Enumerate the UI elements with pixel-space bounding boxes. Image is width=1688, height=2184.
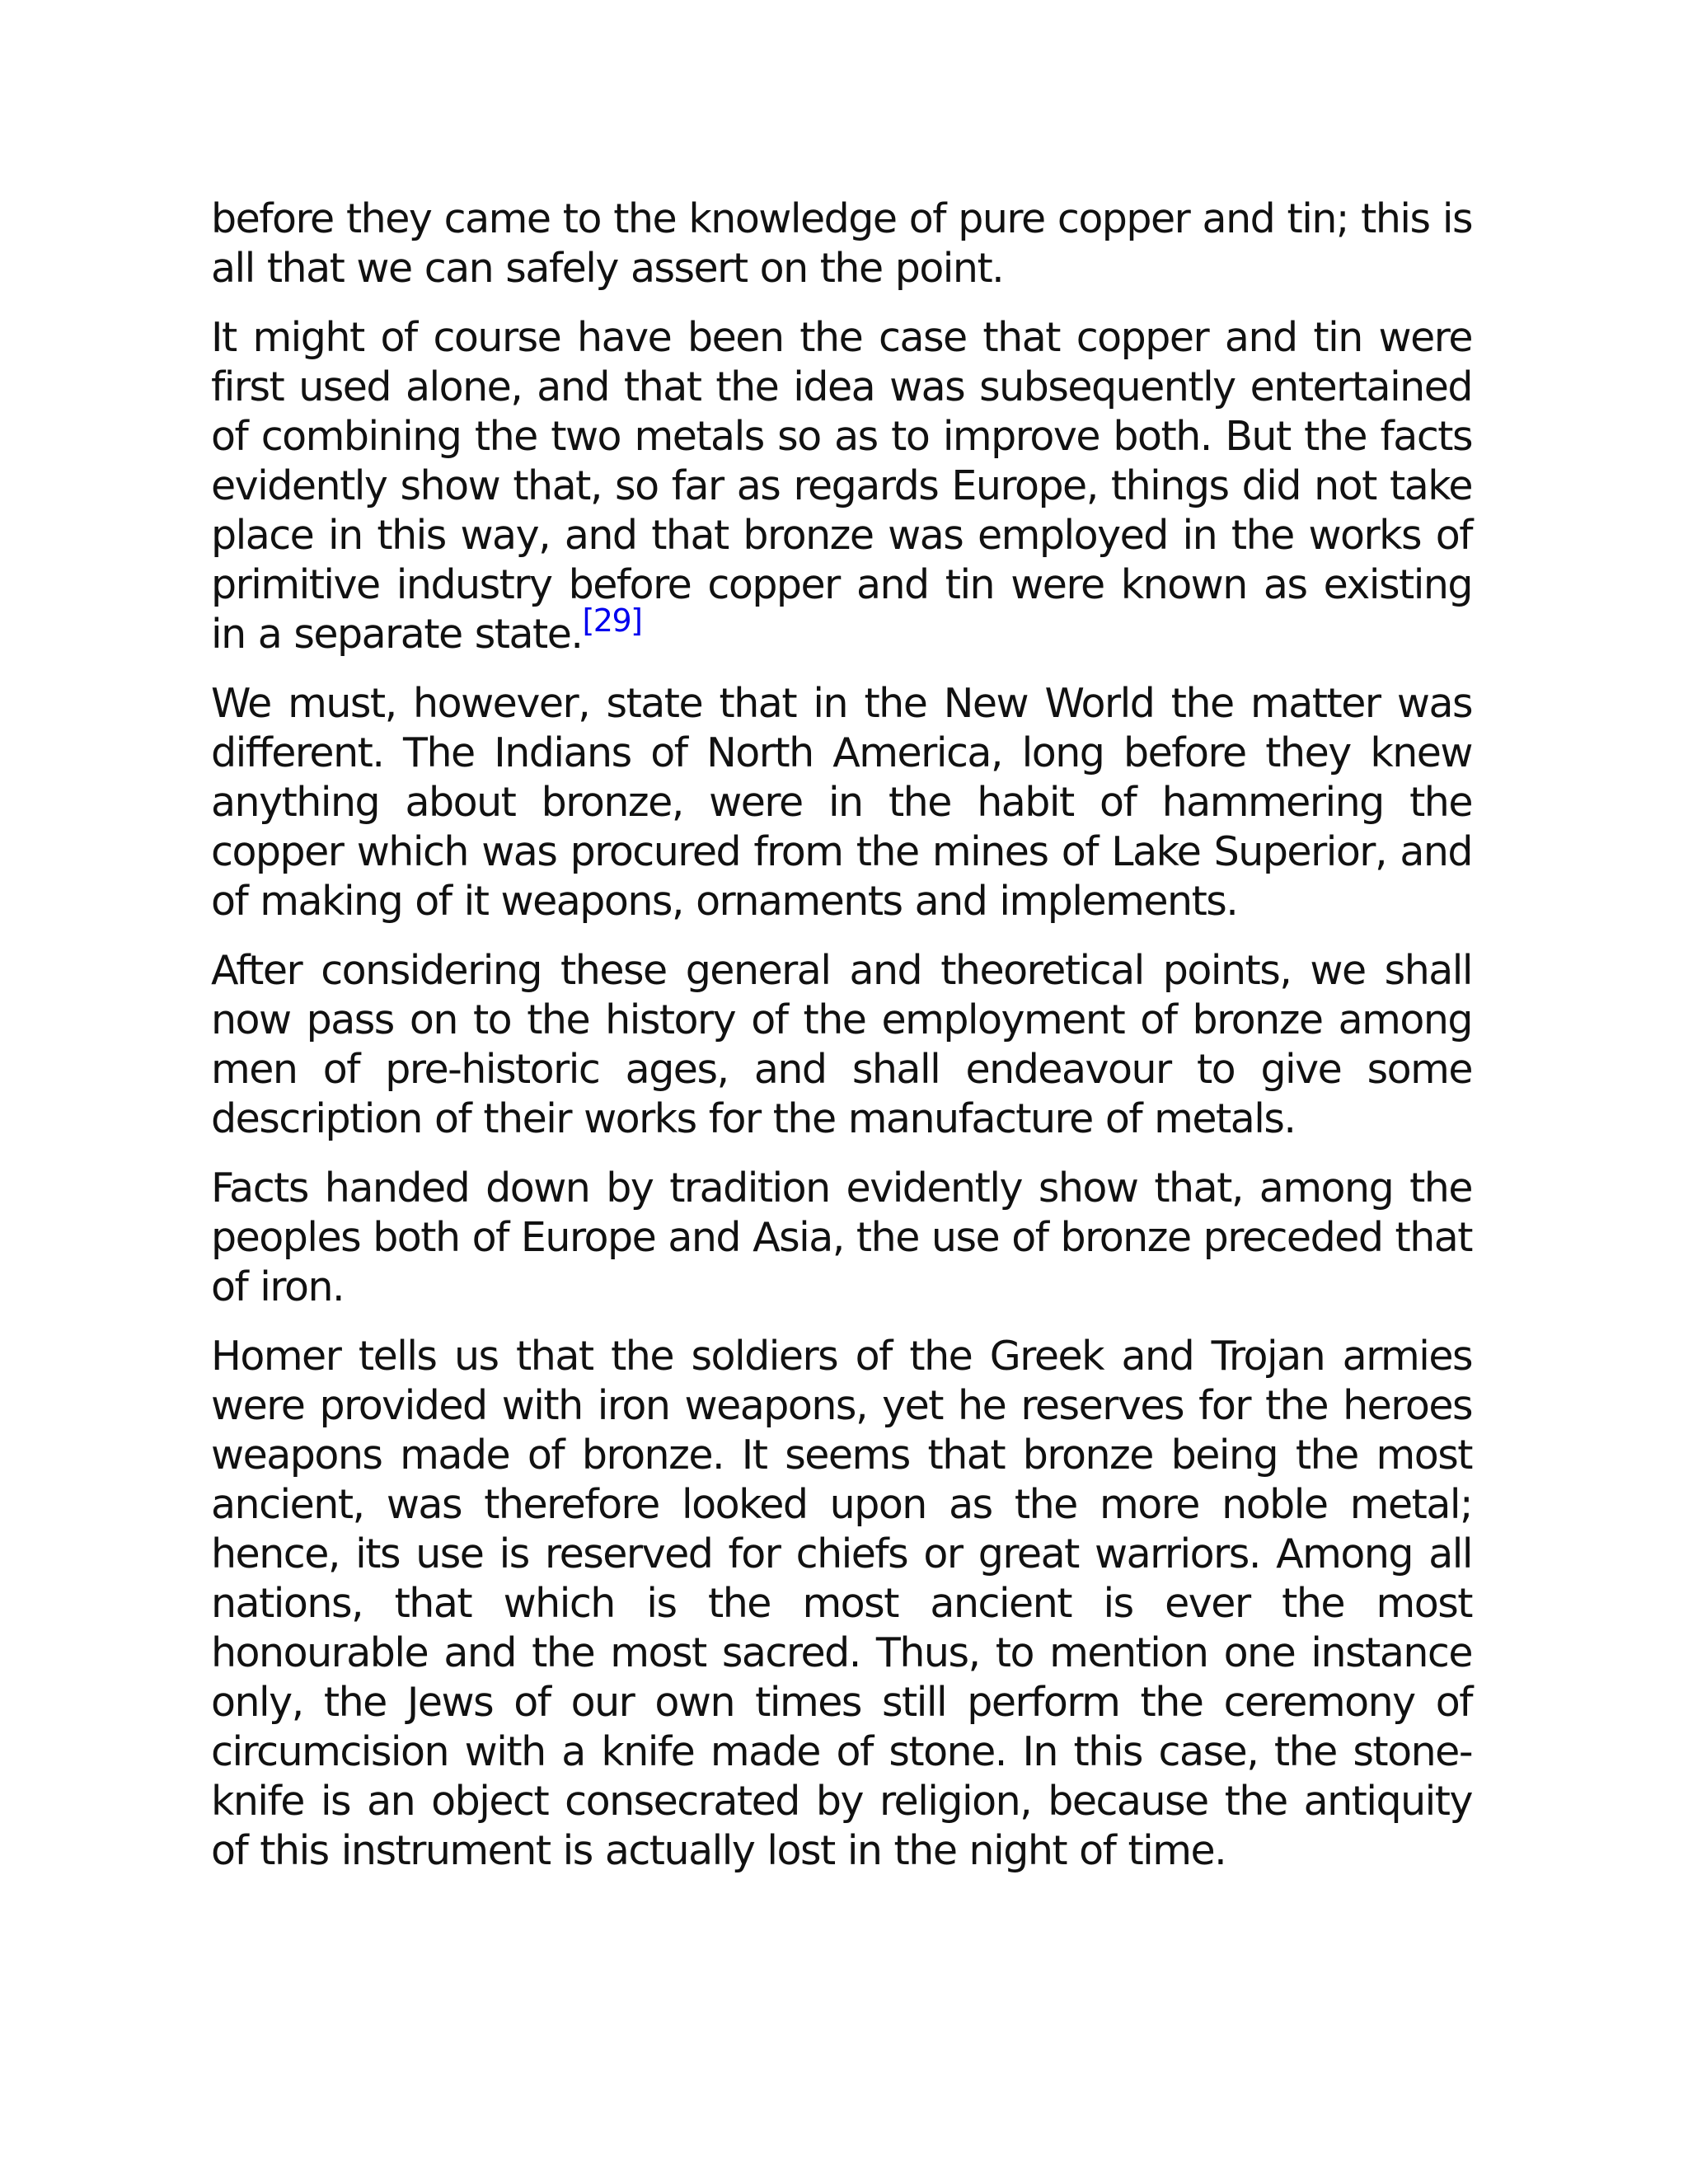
- paragraph-5-text: Facts handed down by tradition evidently show that, among the peoples both of Europe and Asia, the use of bronze preceded that of iron.: [211, 1165, 1473, 1310]
- paragraph-2-text: It might of course have been the case that copper and tin were first used alone, and that the idea was subsequently entertained of combining the two metals so as to improve both. But the facts evidently show that, so far as regards Europe, things did not take place in this way, and that bronze was employed in the works of primitive industry before copper and tin were known as existing in a separate state.: [211, 314, 1472, 658]
- paragraph-2: [211, 313, 1472, 659]
- paragraph-5: [211, 1164, 1472, 1312]
- paragraph-4-text: After considering these general and theoretical points, we shall now pass on to the history of the employment of bronze among men of pre-historic ages, and shall endeavour to give some description of their works for the manufacture of metals.: [211, 947, 1472, 1142]
- paragraph-6-text: Homer tells us that the soldiers of the Greek and Trojan armies were provided with iron weapons, yet he reserves for the heroes weapons made of bronze. It seems that bronze being the most ancient, was therefore looked upon as the more noble metal; hence, its use is reserved for chiefs or great warriors. Among all nations, that which is the most ancient is ever the most honourable and the most sacred. Thus, to mention one instance only, the Jews of our own times still perform the ceremony of circumcision with a knife made of stone. In this case, the stone-knife is an object consecrated by religion, because the antiquity of this instrument is actually lost in the night of time.: [211, 1333, 1472, 1874]
- paragraph-3-text: We must, however, state that in the New World the matter was different. The Indians of North America, long before they knew anything about bronze, were in the habit of hammering the copper which was procured from the mines of Lake Superior, and of making of it weapons, ornaments and implements.: [211, 680, 1472, 925]
- footnote-link-29[interactable]: [29]: [582, 602, 642, 639]
- paragraph-3: [211, 679, 1472, 926]
- document-page: [211, 194, 1472, 1896]
- paragraph-1: [211, 194, 1472, 293]
- paragraph-4: [211, 946, 1472, 1144]
- paragraph-1-text: before they came to the knowledge of pure copper and tin; this is all that we can safely assert on the point.: [211, 195, 1472, 292]
- paragraph-6: [211, 1332, 1472, 1876]
